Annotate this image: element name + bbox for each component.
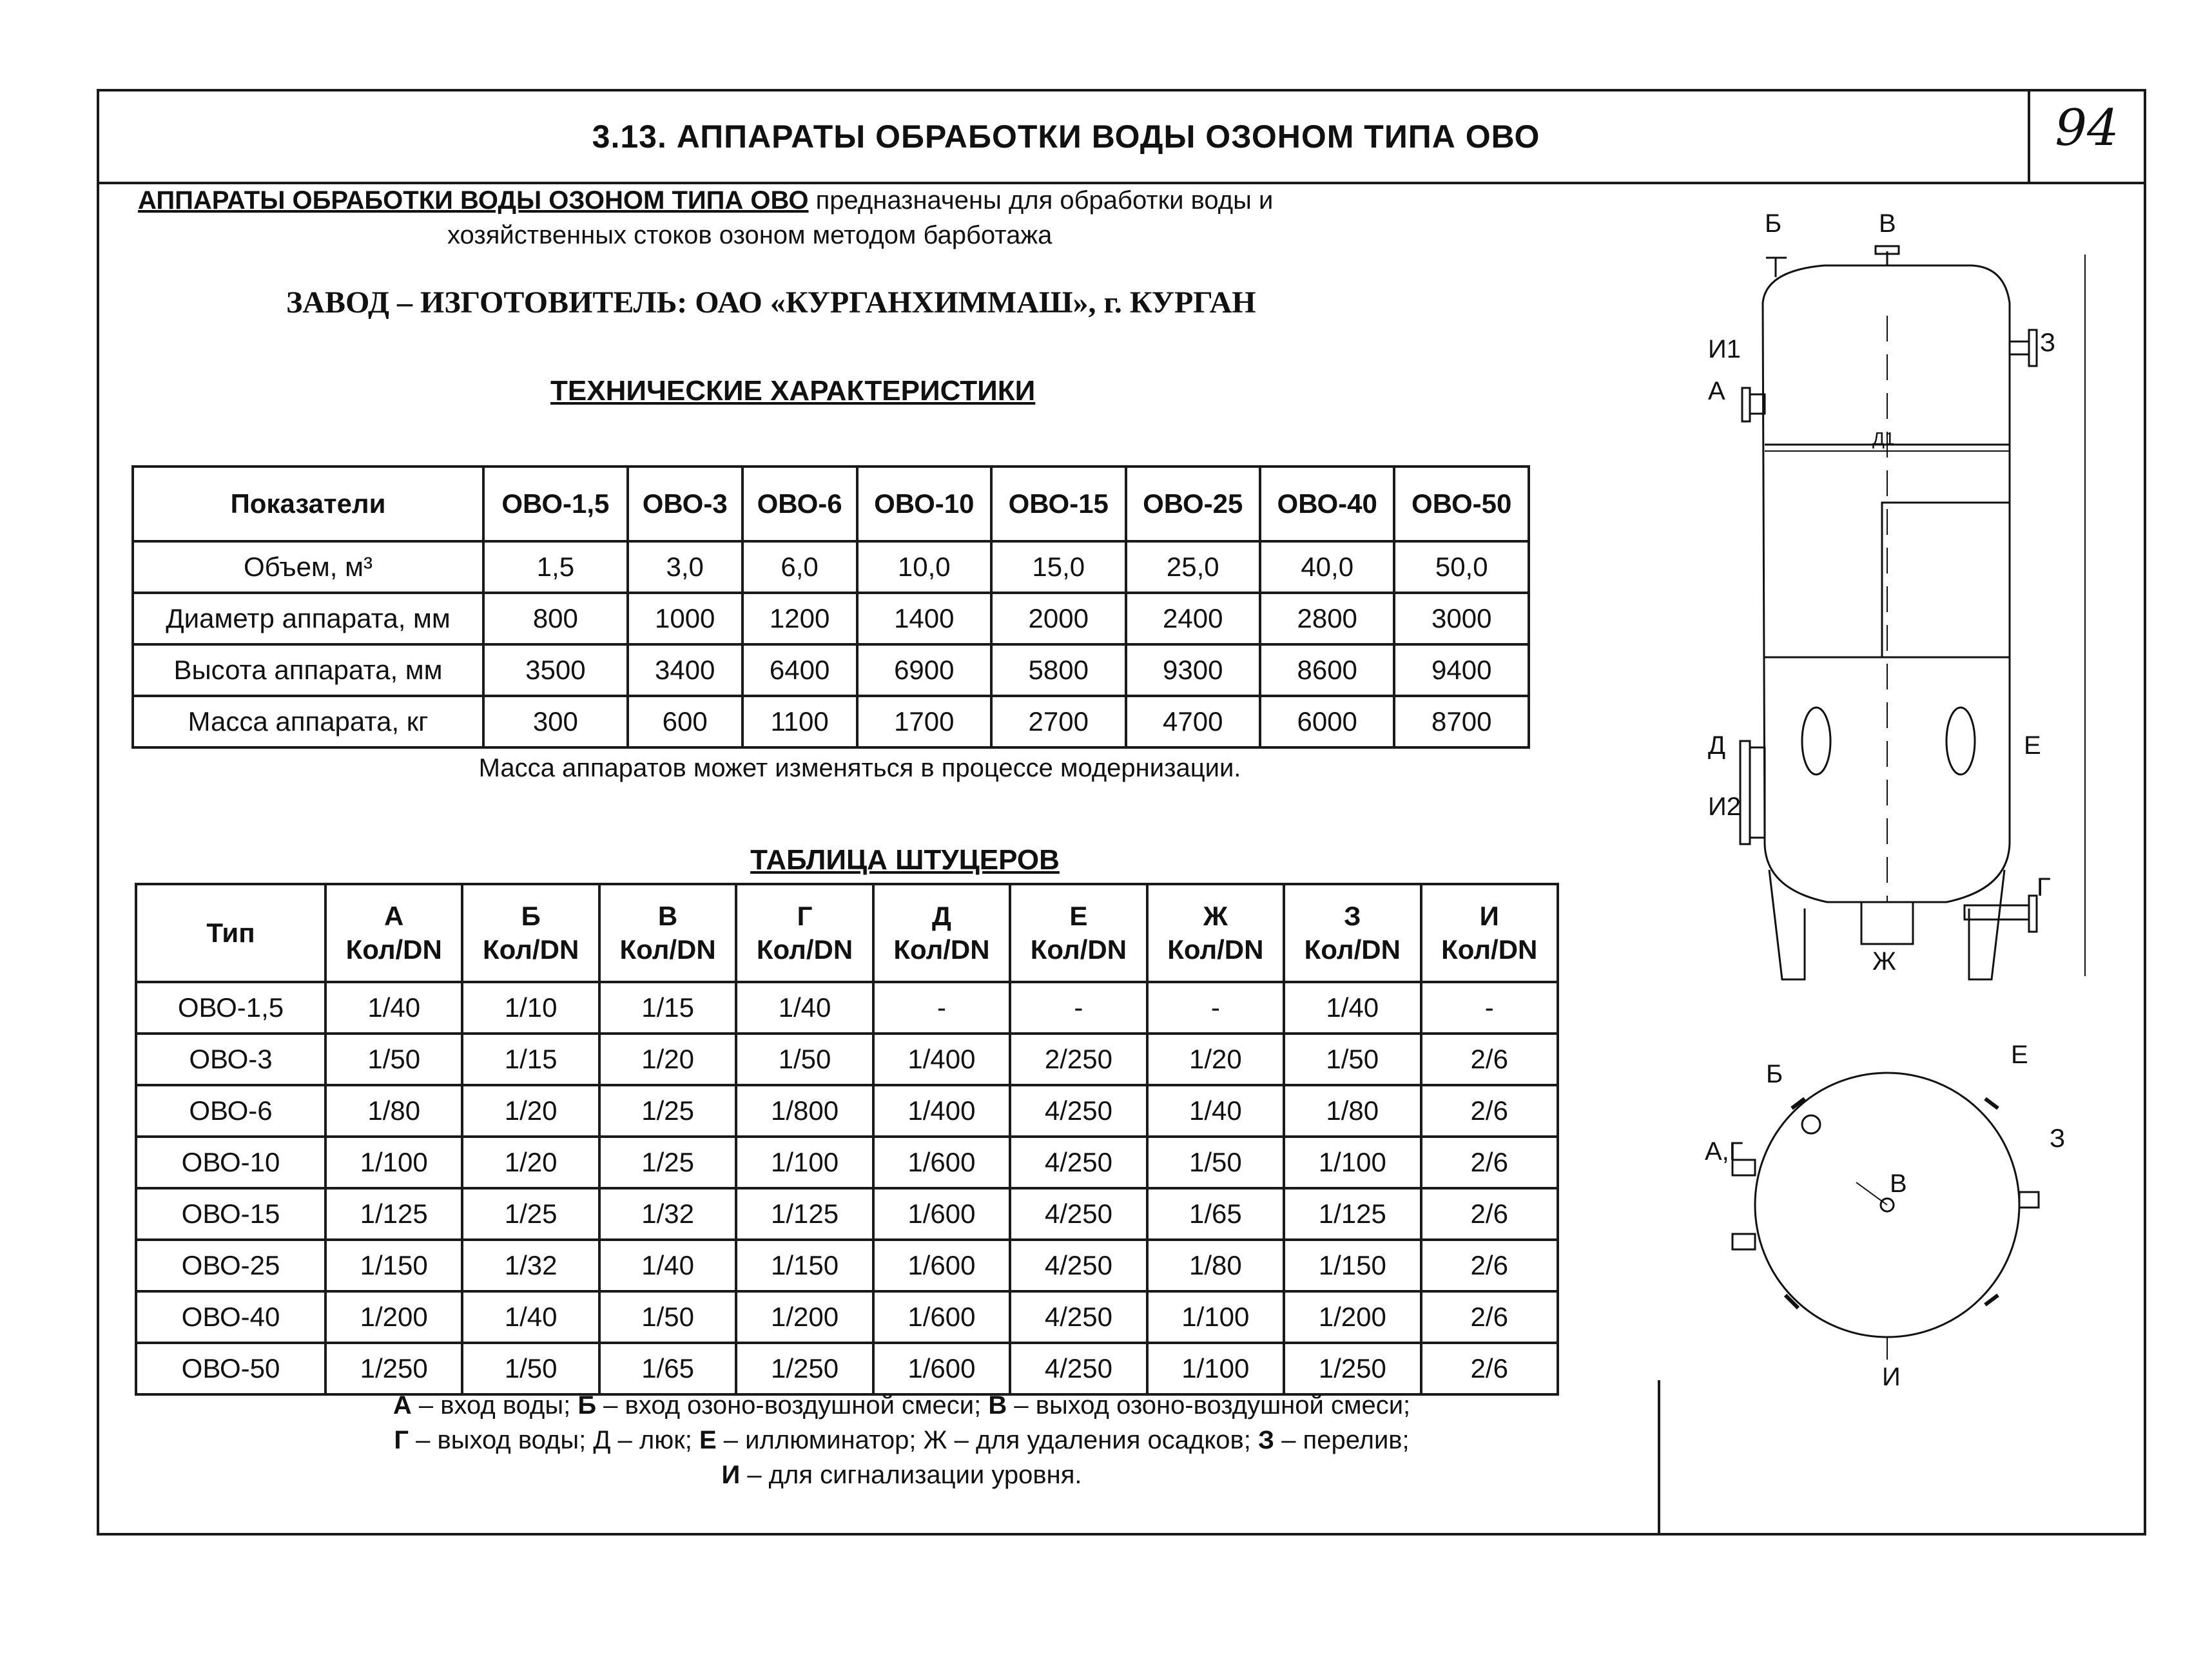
fittings-cell: 1/65 — [1147, 1188, 1284, 1240]
fitting-sublabel: Кол/DN — [1030, 934, 1127, 965]
fitting-sublabel: Кол/DN — [1167, 934, 1264, 965]
tech-cell: 3000 — [1394, 593, 1529, 644]
fittings-cell: 1/80 — [325, 1085, 462, 1137]
fitting-sublabel: Кол/DN — [483, 934, 579, 965]
fittings-row — [136, 1085, 1558, 1137]
fittings-body — [136, 982, 1558, 1394]
tech-header-row — [133, 467, 1529, 541]
fittings-cell: 1/100 — [1284, 1137, 1421, 1188]
porthole-e — [1802, 708, 1830, 775]
plan-nozzle-ag — [1732, 1234, 1755, 1249]
fittings-cell: 2/6 — [1421, 1291, 1558, 1343]
fittings-cell: 1/50 — [599, 1291, 736, 1343]
legend-key: Г — [394, 1426, 409, 1454]
fittings-cell: 1/600 — [873, 1240, 1010, 1291]
fittings-col-header — [1421, 884, 1558, 982]
fittings-cell: 2/6 — [1421, 1137, 1558, 1188]
fittings-cell: 1/65 — [599, 1343, 736, 1394]
manhole-d-flange — [1740, 741, 1750, 844]
legend-text: – иллюминатор; Ж – для удаления осадков; — [716, 1426, 1259, 1454]
fitting-sublabel: Кол/DN — [756, 934, 853, 965]
fittings-col-header — [736, 884, 873, 982]
tech-row — [133, 541, 1529, 593]
fittings-cell: 4/250 — [1010, 1188, 1147, 1240]
fittings-header-row — [136, 884, 1558, 982]
tech-cell: 600 — [628, 696, 742, 747]
tech-cell: 4700 — [1126, 696, 1260, 747]
fittings-type-header: Тип — [136, 884, 325, 982]
fitting-letter: З — [1344, 901, 1361, 931]
fittings-cell: 1/20 — [1147, 1034, 1284, 1085]
fittings-cell: 2/6 — [1421, 1188, 1558, 1240]
nozzle-z — [2010, 342, 2029, 354]
fitting-letter: Б — [521, 901, 541, 931]
fittings-cell: 1/200 — [736, 1291, 873, 1343]
fittings-type: ОВО-10 — [136, 1137, 325, 1188]
plan-label-e: Е — [2011, 1041, 2028, 1069]
fitting-letter: Д — [932, 901, 951, 931]
plan-label-ag: А,Г — [1705, 1137, 1743, 1166]
fittings-cell: 1/25 — [599, 1085, 736, 1137]
fittings-cell: - — [1147, 982, 1284, 1034]
intro-text — [138, 183, 1653, 253]
fitting-letter: Г — [797, 901, 813, 931]
fittings-cell: 1/40 — [325, 982, 462, 1034]
intro-highlight: АППАРАТЫ ОБРАБОТКИ ВОДЫ ОЗОНОМ ТИПА ОВО — [138, 186, 809, 215]
nozzle-z-flange — [2029, 330, 2037, 366]
tech-cell: 1,5 — [483, 541, 628, 593]
fittings-cell: 1/32 — [599, 1188, 736, 1240]
plan-mark — [1985, 1295, 1998, 1305]
tech-row-label: Объем, м³ — [133, 541, 483, 593]
tech-row — [133, 696, 1529, 747]
fittings-cell: 1/200 — [1284, 1291, 1421, 1343]
fittings-row — [136, 982, 1558, 1034]
label-z: З — [2040, 329, 2056, 357]
fittings-row — [136, 1137, 1558, 1188]
plan-mark — [1985, 1099, 1998, 1108]
fitting-letter: Е — [1069, 901, 1088, 931]
fitting-letter: Ж — [1203, 901, 1228, 931]
legend-line — [151, 1388, 1653, 1423]
tech-cell: 8600 — [1260, 644, 1394, 696]
fittings-cell: 1/600 — [873, 1343, 1010, 1394]
intro-rest: предназначены для обработки воды и — [808, 186, 1274, 215]
fittings-cell: 1/20 — [462, 1137, 599, 1188]
fittings-cell: 1/40 — [462, 1291, 599, 1343]
fittings-cell: 1/600 — [873, 1188, 1010, 1240]
fittings-cell: 1/80 — [1284, 1085, 1421, 1137]
legend-text: – вход воды; — [411, 1391, 578, 1420]
fittings-col-header — [462, 884, 599, 982]
tech-cell: 2800 — [1260, 593, 1394, 644]
fittings-cell: 1/250 — [325, 1343, 462, 1394]
tech-cell: 10,0 — [857, 541, 991, 593]
fittings-cell: 1/40 — [599, 1240, 736, 1291]
fittings-cell: 4/250 — [1010, 1240, 1147, 1291]
label-zh: Ж — [1872, 947, 1896, 976]
tech-cell: 1400 — [857, 593, 991, 644]
tech-cell: 50,0 — [1394, 541, 1529, 593]
plan-label-z: З — [2050, 1124, 2066, 1153]
fittings-cell: 1/40 — [736, 982, 873, 1034]
fitting-letter: В — [657, 901, 678, 931]
fitting-sublabel: Кол/DN — [893, 934, 990, 965]
tech-model: ОВО-25 — [1126, 467, 1260, 541]
outlet-g-flange — [2029, 896, 2037, 932]
fitting-sublabel: Кол/DN — [345, 934, 442, 965]
legend-line — [151, 1458, 1653, 1492]
fitting-sublabel: Кол/DN — [1441, 934, 1538, 965]
fittings-cell: 1/40 — [1284, 982, 1421, 1034]
fittings-cell: 1/125 — [325, 1188, 462, 1240]
fittings-cell: 1/50 — [1284, 1034, 1421, 1085]
tech-cell: 1700 — [857, 696, 991, 747]
manufacturer: ЗАВОД – ИЗГОТОВИТЕЛЬ: ОАО «КУРГАНХИММАШ», г. КУРГАН — [286, 285, 1256, 320]
tech-cell: 3400 — [628, 644, 742, 696]
legend-text: – для сигнализации уровня. — [740, 1461, 1082, 1489]
fittings-cell: 1/150 — [736, 1240, 873, 1291]
tech-model: ОВО-15 — [991, 467, 1125, 541]
fittings-type: ОВО-3 — [136, 1034, 325, 1085]
page-number: 94 — [2055, 99, 2119, 157]
label-d1: Д1 — [1872, 428, 1895, 448]
fittings-col-header — [1010, 884, 1147, 982]
fittings-cell: 1/125 — [1284, 1188, 1421, 1240]
tech-note: Масса аппаратов может изменяться в процессе модернизации. — [478, 754, 1241, 782]
fittings-cell: 2/6 — [1421, 1343, 1558, 1394]
fittings-cell: 1/40 — [1147, 1085, 1284, 1137]
legend-line — [151, 1423, 1653, 1458]
tech-cell: 6000 — [1260, 696, 1394, 747]
fittings-cell: 1/50 — [736, 1034, 873, 1085]
tech-cell: 9300 — [1126, 644, 1260, 696]
fittings-row — [136, 1240, 1558, 1291]
fittings-col-header — [325, 884, 462, 982]
label-e: Е — [2024, 731, 2041, 760]
fitting-letter: А — [384, 901, 404, 931]
tech-model: ОВО-40 — [1260, 467, 1394, 541]
label-a: А — [1708, 377, 1725, 405]
fittings-cell: - — [1421, 982, 1558, 1034]
fittings-cell: 1/15 — [462, 1034, 599, 1085]
fittings-cell: 4/250 — [1010, 1343, 1147, 1394]
fittings-cell: 1/100 — [736, 1137, 873, 1188]
tech-cell: 9400 — [1394, 644, 1529, 696]
plan-nozzle-b — [1802, 1115, 1820, 1133]
tech-cell: 6,0 — [742, 541, 857, 593]
fittings-row — [136, 1343, 1558, 1394]
tech-cell: 3500 — [483, 644, 628, 696]
fittings-cell: 1/400 — [873, 1034, 1010, 1085]
tech-heading: ТЕХНИЧЕСКИЕ ХАРАКТЕРИСТИКИ — [550, 375, 1036, 407]
fittings-type: ОВО-1,5 — [136, 982, 325, 1034]
tech-row-label: Диаметр аппарата, мм — [133, 593, 483, 644]
fittings-cell: 1/150 — [325, 1240, 462, 1291]
tech-cell: 2400 — [1126, 593, 1260, 644]
tech-model: ОВО-50 — [1394, 467, 1529, 541]
fittings-cell: 1/20 — [599, 1034, 736, 1085]
fittings-cell: 1/50 — [462, 1343, 599, 1394]
intro-line2: хозяйственных стоков озоном методом барботажа — [447, 221, 1053, 249]
plan-pointer — [1856, 1182, 1887, 1205]
outlet-g — [1965, 905, 2029, 919]
fittings-cell: 1/32 — [462, 1240, 599, 1291]
fittings-cell: 1/25 — [462, 1188, 599, 1240]
legend-text: – перелив; — [1274, 1426, 1410, 1454]
drain-zh — [1861, 902, 1913, 944]
legend-text: – выход воды; Д – люк; — [409, 1426, 699, 1454]
fittings-cell: 1/25 — [599, 1137, 736, 1188]
legend-text: – вход озоно-воздушной смеси; — [596, 1391, 989, 1420]
legend-key: А — [393, 1391, 412, 1420]
tech-cell: 2000 — [991, 593, 1125, 644]
label-i2: И2 — [1708, 793, 1741, 821]
label-g: Г — [2037, 873, 2051, 901]
fittings-row — [136, 1034, 1558, 1085]
fittings-cell: 1/100 — [1147, 1291, 1284, 1343]
tech-cell: 25,0 — [1126, 541, 1260, 593]
fitting-letter: И — [1479, 901, 1499, 931]
fittings-cell: 1/20 — [462, 1085, 599, 1137]
tech-cell: 6400 — [742, 644, 857, 696]
tech-row-label: Высота аппарата, мм — [133, 644, 483, 696]
tech-cell: 15,0 — [991, 541, 1125, 593]
nozzle-a-flange — [1742, 388, 1750, 421]
tech-cell: 1000 — [628, 593, 742, 644]
fittings-col-header — [1284, 884, 1421, 982]
tech-row-label: Масса аппарата, кг — [133, 696, 483, 747]
legend-key: В — [988, 1391, 1007, 1420]
legend-text: – выход озоно-воздушной смеси; — [1007, 1391, 1411, 1420]
plan-label-b: Б — [1766, 1060, 1783, 1088]
tech-cell: 5800 — [991, 644, 1125, 696]
fittings-cell: 1/125 — [736, 1188, 873, 1240]
inner-baffle — [1882, 503, 2010, 657]
legend-key: И — [721, 1461, 741, 1489]
porthole-e — [1946, 708, 1975, 775]
fittings-cell: 1/10 — [462, 982, 599, 1034]
tech-cell: 300 — [483, 696, 628, 747]
fittings-type: ОВО-6 — [136, 1085, 325, 1137]
tech-table — [131, 465, 1530, 749]
fittings-cell: 1/250 — [736, 1343, 873, 1394]
label-b: Б — [1765, 209, 1782, 238]
tech-cell: 2700 — [991, 696, 1125, 747]
fittings-cell: 1/600 — [873, 1291, 1010, 1343]
fittings-cell: 1/15 — [599, 982, 736, 1034]
fittings-row — [136, 1188, 1558, 1240]
fittings-table — [135, 883, 1559, 1396]
label-d: Д — [1708, 731, 1726, 760]
plan-label-i: И — [1882, 1363, 1901, 1391]
fittings-cell: 1/800 — [736, 1085, 873, 1137]
fitting-sublabel: Кол/DN — [1304, 934, 1401, 965]
fittings-cell: 1/100 — [1147, 1343, 1284, 1394]
tech-model: ОВО-3 — [628, 467, 742, 541]
fittings-type: ОВО-50 — [136, 1343, 325, 1394]
fittings-cell: 1/50 — [325, 1034, 462, 1085]
fittings-cell: 2/6 — [1421, 1034, 1558, 1085]
tech-cell: 800 — [483, 593, 628, 644]
fittings-type: ОВО-40 — [136, 1291, 325, 1343]
tech-model: ОВО-6 — [742, 467, 857, 541]
tech-header-label: Показатели — [133, 467, 483, 541]
manhole-d — [1750, 747, 1765, 838]
fittings-cell: 4/250 — [1010, 1085, 1147, 1137]
fittings-cell: 1/100 — [325, 1137, 462, 1188]
vessel-shell — [1763, 265, 2010, 902]
tech-cell: 6900 — [857, 644, 991, 696]
plan-nozzle-z — [2019, 1192, 2039, 1208]
apparatus-drawing — [1611, 97, 2114, 1450]
fittings-heading: ТАБЛИЦА ШТУЦЕРОВ — [750, 844, 1060, 876]
legend-key: З — [1258, 1426, 1275, 1454]
legend-key: Б — [577, 1391, 597, 1420]
fittings-cell: 1/400 — [873, 1085, 1010, 1137]
legend-key: Е — [699, 1426, 717, 1454]
tech-cell: 8700 — [1394, 696, 1529, 747]
fittings-cell: 1/600 — [873, 1137, 1010, 1188]
fittings-col-header — [873, 884, 1010, 982]
fittings-cell: 1/50 — [1147, 1137, 1284, 1188]
fittings-cell: 1/150 — [1284, 1240, 1421, 1291]
tech-cell: 1200 — [742, 593, 857, 644]
tech-model: ОВО-10 — [857, 467, 991, 541]
fittings-cell: - — [873, 982, 1010, 1034]
tech-row — [133, 593, 1529, 644]
label-i1: И1 — [1708, 335, 1741, 363]
tech-model: ОВО-1,5 — [483, 467, 628, 541]
fittings-cell: 1/250 — [1284, 1343, 1421, 1394]
tech-cell: 3,0 — [628, 541, 742, 593]
legend — [151, 1388, 1653, 1492]
fittings-cell: 2/6 — [1421, 1240, 1558, 1291]
fittings-cell: 4/250 — [1010, 1137, 1147, 1188]
fittings-type: ОВО-25 — [136, 1240, 325, 1291]
plan-label-v: В — [1890, 1170, 1907, 1198]
fittings-row — [136, 1291, 1558, 1343]
fitting-sublabel: Кол/DN — [619, 934, 716, 965]
fittings-col-header — [1147, 884, 1284, 982]
fittings-cell: 2/250 — [1010, 1034, 1147, 1085]
tech-cell: 1100 — [742, 696, 857, 747]
fittings-cell: 2/6 — [1421, 1085, 1558, 1137]
page-title: 3.13. АППАРАТЫ ОБРАБОТКИ ВОДЫ ОЗОНОМ ТИПА ОВО — [592, 119, 1540, 155]
fittings-cell: 1/80 — [1147, 1240, 1284, 1291]
label-v: В — [1879, 209, 1896, 238]
tech-cell: 40,0 — [1260, 541, 1394, 593]
fittings-type: ОВО-15 — [136, 1188, 325, 1240]
fittings-cell: 4/250 — [1010, 1291, 1147, 1343]
fittings-cell: 1/200 — [325, 1291, 462, 1343]
tech-row — [133, 644, 1529, 696]
fittings-col-header — [599, 884, 736, 982]
fittings-cell: - — [1010, 982, 1147, 1034]
